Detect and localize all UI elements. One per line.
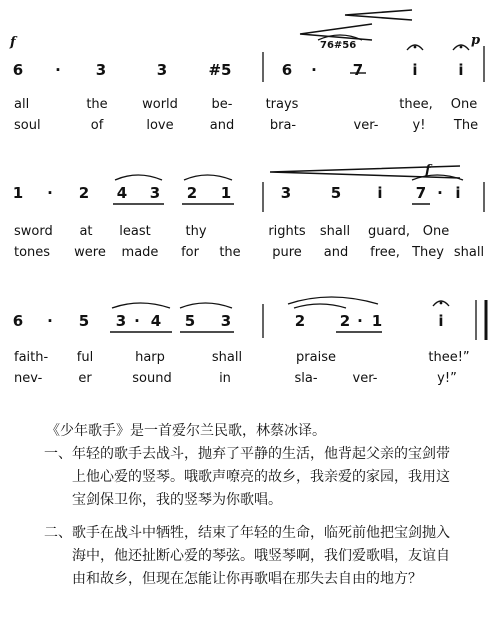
dot: ·	[311, 61, 317, 79]
note: 6	[281, 61, 293, 79]
lyric: thee,	[399, 97, 433, 112]
note: 3	[95, 61, 107, 79]
notes-item-1-line: 一、年轻的歌手去战斗，抛弃了平静的生活，他背起父亲的宝剑带	[44, 446, 450, 462]
note: 1	[371, 312, 383, 330]
notes-item-2-line: 由和故乡，但现在怎能让你再歌唱在那失去自由的地方？	[72, 571, 422, 587]
notes-item-2-line: 二、歌手在战斗中牺牲，结束了年轻的生命，临死前他把宝剑抛入	[44, 525, 450, 541]
lyric: were	[74, 245, 106, 260]
lyric: thy	[185, 224, 207, 239]
note: 7	[415, 184, 427, 202]
lyric: pure	[272, 245, 302, 260]
note: #5	[208, 61, 232, 79]
lyric: the	[86, 97, 108, 112]
lyric: shall	[319, 224, 351, 239]
score-system-2	[0, 158, 500, 280]
note: 3	[115, 312, 127, 330]
lyric: rights	[268, 224, 306, 239]
note: 2	[186, 184, 198, 202]
lyric: They	[412, 245, 444, 260]
dot: ·	[55, 61, 61, 79]
lyric: shall	[211, 350, 243, 365]
lyric: guard,	[368, 224, 410, 239]
score-system-1	[0, 0, 500, 150]
lyric: sla-	[294, 371, 318, 386]
lyric: for	[181, 245, 199, 260]
lyric: of	[90, 118, 104, 133]
notes-item-2-line: 海中，他还扯断心爱的琴弦。哦竖琴啊，我们爱歌唱，友谊自	[72, 548, 450, 564]
lyric: the	[219, 245, 241, 260]
note: 6	[12, 312, 24, 330]
lyric: be-	[211, 97, 233, 112]
lyric: nev-	[14, 371, 43, 386]
dot: ·	[357, 312, 363, 330]
dynamic-forte: f	[10, 35, 16, 50]
lyric: ver-	[352, 371, 378, 386]
note: 2	[339, 312, 351, 330]
lyric: trays	[265, 97, 299, 112]
grace-notes: 76#56	[320, 40, 357, 51]
lyric: and	[323, 245, 349, 260]
lyric: and	[209, 118, 235, 133]
lyric: world	[142, 97, 178, 112]
lyric: faith-	[14, 350, 49, 365]
note: 3	[156, 61, 168, 79]
notes-item-1-line: 上他心爱的竖琴。哦歌声嘹亮的故乡，我亲爱的家园，我用这	[72, 469, 450, 485]
lyric: soul	[14, 118, 41, 133]
note: 6	[12, 61, 24, 79]
lyric: love	[146, 118, 174, 133]
dynamic-forte: f	[425, 163, 431, 178]
lyric: shall	[453, 245, 485, 260]
lyric: y!	[412, 118, 426, 133]
note: i	[438, 312, 444, 330]
note: 5	[184, 312, 196, 330]
note: 3	[220, 312, 232, 330]
note: i	[412, 61, 418, 79]
lyric: One	[422, 224, 450, 239]
note: 4	[116, 184, 128, 202]
note: 5	[330, 184, 342, 202]
lyric: made	[121, 245, 159, 260]
note: 1	[12, 184, 24, 202]
notes-item-1-line: 宝剑保卫你，我的竖琴为你歌唱。	[72, 492, 282, 508]
lyric: at	[79, 224, 93, 239]
note: 4	[150, 312, 162, 330]
lyric: least	[119, 224, 151, 239]
note: 2	[294, 312, 306, 330]
lyric: tones	[14, 245, 51, 260]
score-system-3	[0, 282, 500, 402]
dot: ·	[134, 312, 140, 330]
lyric: The	[453, 118, 479, 133]
note: i	[458, 61, 464, 79]
lyric: all	[14, 97, 30, 112]
lyric: in	[219, 371, 231, 386]
lyric: er	[78, 371, 92, 386]
note: 3	[280, 184, 292, 202]
note: 5	[78, 312, 90, 330]
lyric: bra-	[269, 118, 297, 133]
lyric: One	[450, 97, 478, 112]
note: 7	[352, 61, 364, 79]
dot: ·	[47, 184, 53, 202]
system-3-markings	[0, 282, 500, 402]
notes-intro: 《少年歌手》是一首爱尔兰民歌，林蔡冰译。	[46, 423, 326, 439]
lyric: harp	[135, 350, 165, 365]
note: 3	[149, 184, 161, 202]
lyric: free,	[370, 245, 400, 260]
lyric: ful	[76, 350, 94, 365]
note: 1	[220, 184, 232, 202]
lyric: sound	[132, 371, 172, 386]
lyric: sword	[14, 224, 53, 239]
lyric: thee!”	[428, 350, 470, 365]
note: i	[455, 184, 461, 202]
dot: ·	[47, 312, 53, 330]
dot: ·	[437, 184, 443, 202]
dynamic-piano: p	[471, 33, 481, 48]
note: i	[377, 184, 383, 202]
lyric: y!”	[437, 371, 457, 386]
note: 2	[78, 184, 90, 202]
lyric: praise	[296, 350, 336, 365]
lyric: ver-	[353, 118, 379, 133]
